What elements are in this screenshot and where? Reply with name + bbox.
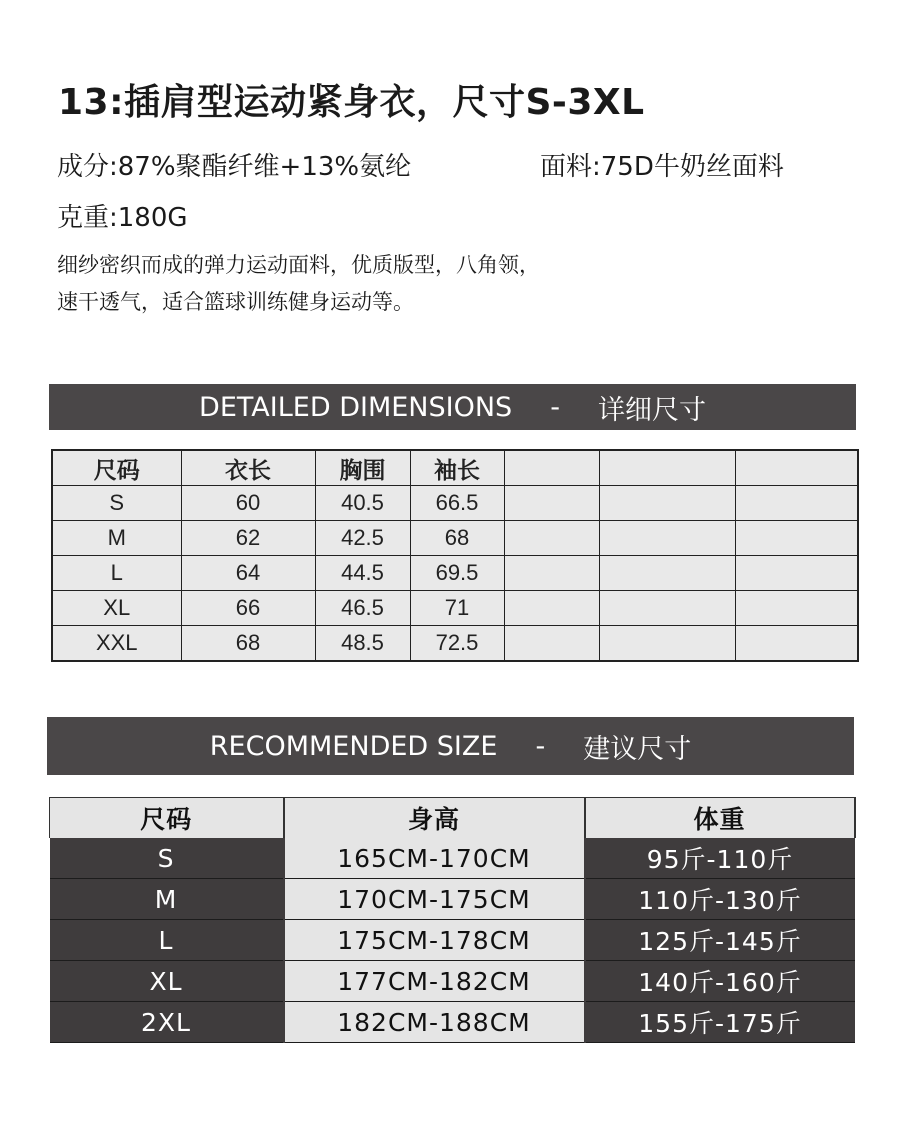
empty-cell: [504, 486, 599, 521]
table-row: [52, 591, 858, 626]
recommended-size-table: [49, 797, 856, 1043]
empty-cell: [735, 626, 858, 662]
column-header: 尺码: [52, 450, 181, 486]
table-row: [52, 521, 858, 556]
empty-cell: [735, 556, 858, 591]
empty-cell: [735, 486, 858, 521]
table-row: [50, 920, 855, 961]
table-cell: 155斤-175斤: [585, 1002, 855, 1043]
column-header: 胸围: [315, 450, 410, 486]
table-row: [52, 486, 858, 521]
empty-cell: [599, 486, 735, 521]
table-cell: 125斤-145斤: [585, 920, 855, 961]
composition-spec: 成分:87%聚酯纤维+13%氨纶: [57, 152, 412, 182]
table-cell: 48.5: [315, 626, 410, 662]
table-row: [50, 1002, 855, 1043]
banner-separator: -: [550, 391, 560, 423]
table-cell: S: [50, 838, 284, 879]
recommended-size-banner: [47, 717, 854, 775]
table-cell: 46.5: [315, 591, 410, 626]
banner-chinese-label: 详细尺寸: [597, 394, 706, 426]
table-cell: XL: [50, 961, 284, 1002]
table-cell: 40.5: [315, 486, 410, 521]
fabric-spec: 面料:75D牛奶丝面料: [540, 152, 784, 182]
table-row: [50, 838, 855, 879]
table-cell: 44.5: [315, 556, 410, 591]
detailed-dimensions-table: [51, 449, 859, 662]
table-cell: 71: [410, 591, 504, 626]
empty-cell: [735, 591, 858, 626]
table-row: [52, 626, 858, 662]
table-cell: 110斤-130斤: [585, 879, 855, 920]
description-line: 速干透气，适合篮球训练健身运动等。: [57, 290, 414, 314]
empty-cell: [599, 626, 735, 662]
product-description: [57, 247, 857, 321]
table-cell: M: [50, 879, 284, 920]
table-row: [50, 879, 855, 920]
empty-cell: [504, 450, 599, 486]
empty-cell: [735, 521, 858, 556]
empty-cell: [599, 591, 735, 626]
table-cell: 66: [181, 591, 315, 626]
empty-cell: [735, 450, 858, 486]
empty-cell: [599, 556, 735, 591]
table-row: [52, 556, 858, 591]
column-header: 身高: [284, 798, 585, 839]
table-cell: 177CM-182CM: [284, 961, 585, 1002]
banner-chinese-label: 建议尺寸: [583, 733, 692, 765]
table-cell: 64: [181, 556, 315, 591]
banner-english-label: DETAILED DIMENSIONS: [199, 391, 513, 423]
table-row: [50, 961, 855, 1002]
table-cell: 170CM-175CM: [284, 879, 585, 920]
table-cell: M: [52, 521, 181, 556]
table-cell: 68: [181, 626, 315, 662]
table-cell: 2XL: [50, 1002, 284, 1043]
table-cell: 60: [181, 486, 315, 521]
empty-cell: [599, 450, 735, 486]
column-header: 尺码: [50, 798, 284, 839]
column-header: 袖长: [410, 450, 504, 486]
table-cell: 66.5: [410, 486, 504, 521]
empty-cell: [504, 556, 599, 591]
table-cell: 42.5: [315, 521, 410, 556]
description-line: 细纱密织而成的弹力运动面料，优质版型，八角领，: [57, 253, 540, 277]
table-header-row: [50, 798, 855, 839]
banner-english-label: RECOMMENDED SIZE: [209, 730, 498, 762]
empty-cell: [504, 591, 599, 626]
page-title: 13:插肩型运动紧身衣，尺寸S-3XL: [58, 82, 645, 123]
column-header: 体重: [585, 798, 855, 839]
table-cell: 72.5: [410, 626, 504, 662]
weight-spec: 克重:180G: [57, 203, 188, 233]
empty-cell: [599, 521, 735, 556]
table-cell: 175CM-178CM: [284, 920, 585, 961]
table-cell: 165CM-170CM: [284, 838, 585, 879]
column-header: 衣长: [181, 450, 315, 486]
table-cell: XXL: [52, 626, 181, 662]
detailed-dimensions-banner: [49, 384, 856, 430]
table-cell: XL: [52, 591, 181, 626]
empty-cell: [504, 521, 599, 556]
table-cell: 182CM-188CM: [284, 1002, 585, 1043]
table-cell: 140斤-160斤: [585, 961, 855, 1002]
empty-cell: [504, 626, 599, 662]
table-cell: 68: [410, 521, 504, 556]
table-cell: S: [52, 486, 181, 521]
table-header-row: [52, 450, 858, 486]
table-cell: L: [50, 920, 284, 961]
banner-separator: -: [535, 730, 546, 762]
table-cell: 95斤-110斤: [585, 838, 855, 879]
table-cell: 62: [181, 521, 315, 556]
table-cell: 69.5: [410, 556, 504, 591]
table-cell: L: [52, 556, 181, 591]
